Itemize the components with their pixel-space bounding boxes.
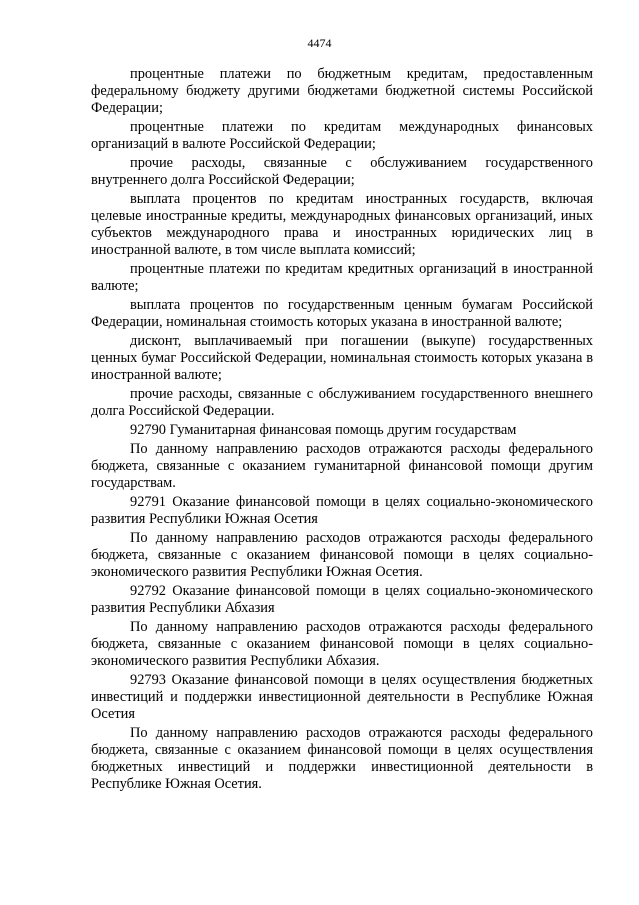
paragraph: По данному направлению расходов отражаются расходы федерального бюджета, связанные с оказанием гуманитарной финансовой помощи другим государствам. — [91, 441, 593, 491]
body-text — [91, 66, 593, 795]
section-heading: 92793 Оказание финансовой помощи в целях осуществления бюджетных инвестиций и поддержки инвестиционной деятельности в Республике Южная Осетия — [91, 672, 593, 722]
paragraph: прочие расходы, связанные с обслуживанием государственного внутреннего долга Российской Федерации; — [91, 155, 593, 188]
paragraph: выплата процентов по государственным ценным бумагам Российской Федерации, номинальная стоимость которых указана в иностранной валюте; — [91, 297, 593, 330]
paragraph: процентные платежи по кредитам кредитных организаций в иностранной валюте; — [91, 261, 593, 294]
paragraph: По данному направлению расходов отражаются расходы федерального бюджета, связанные с оказанием финансовой помощи в целях социально-экономического развития Республики Абхазия. — [91, 619, 593, 669]
section-heading: 92791 Оказание финансовой помощи в целях социально-экономического развития Республики Южная Осетия — [91, 494, 593, 527]
paragraph: По данному направлению расходов отражаются расходы федерального бюджета, связанные с оказанием финансовой помощи в целях осуществления бюджетных инвестиций и поддержки инвестиционной деятельности в Республике Южная Осетия. — [91, 725, 593, 792]
section-heading: 92790 Гуманитарная финансовая помощь другим государствам — [130, 422, 517, 438]
paragraph: По данному направлению расходов отражаются расходы федерального бюджета, связанные с оказанием финансовой помощи в целях социально-экономического развития Республики Южная Осетия. — [91, 530, 593, 580]
section-heading: 92792 Оказание финансовой помощи в целях социально-экономического развития Республики Абхазия — [91, 583, 593, 616]
paragraph: процентные платежи по кредитам международных финансовых организаций в валюте Российской Федерации; — [91, 119, 593, 152]
paragraph: прочие расходы, связанные с обслуживанием государственного внешнего долга Российской Федерации. — [91, 386, 593, 419]
paragraph: выплата процентов по кредитам иностранных государств, включая целевые иностранные кредиты, международных финансовых организаций, иных субъектов международного права и иностранных юридических лиц в иностранной валюте, в том числе выплата комиссий; — [91, 191, 593, 258]
paragraph: дисконт, выплачиваемый при погашении (выкупе) государственных ценных бумаг Российской Федерации, номинальная стоимость которых указана в иностранной валюте; — [91, 333, 593, 383]
paragraph: процентные платежи по бюджетным кредитам, предоставленным федеральному бюджету другими бюджетами бюджетной системы Российской Федерации; — [91, 66, 593, 116]
page-number: 4474 — [307, 36, 332, 50]
